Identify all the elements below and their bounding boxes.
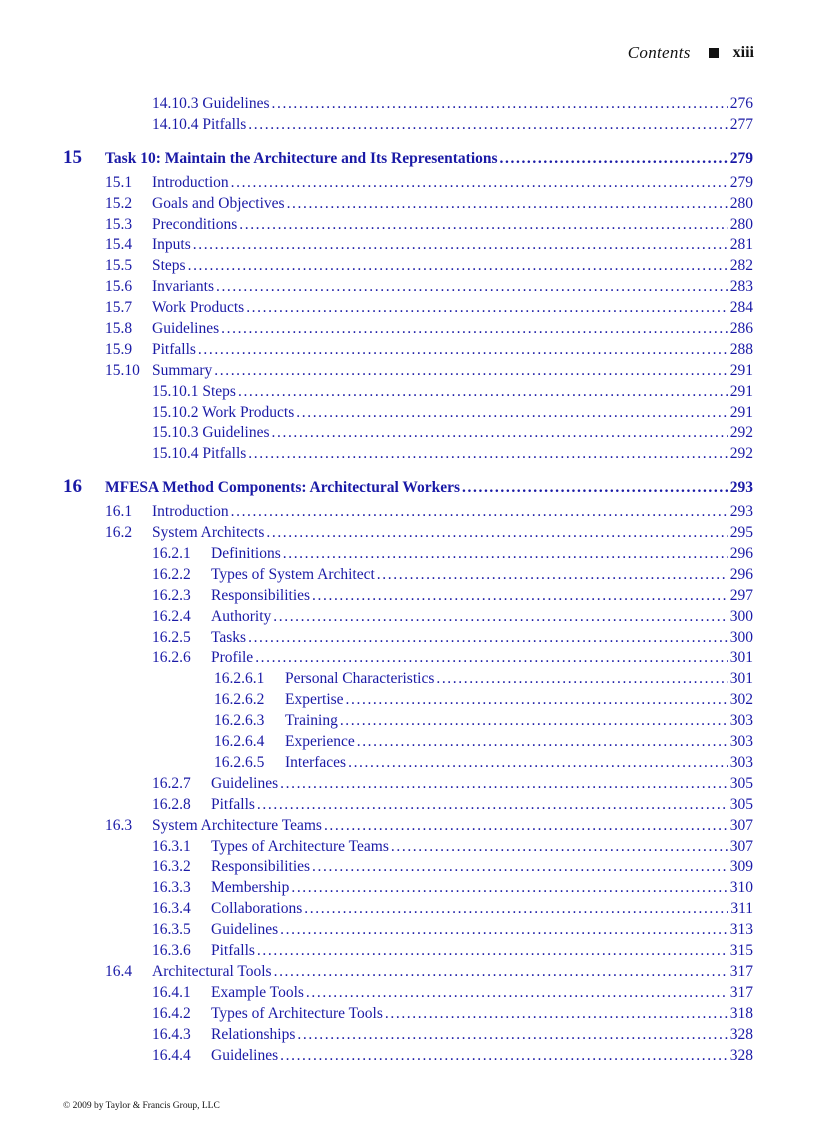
toc-entry-page: 305 [729, 796, 753, 813]
toc-entry[interactable] [0, 691, 816, 712]
toc-entry-page: 328 [729, 1026, 753, 1043]
toc-entry-title: Relationships [211, 1026, 296, 1043]
toc-entry-title-line [152, 817, 753, 835]
toc-entry-title-line [152, 963, 753, 981]
toc-entry[interactable] [0, 1005, 816, 1026]
square-bullet-icon [709, 48, 719, 58]
toc-entry[interactable] [0, 216, 816, 237]
toc-entry-title: Pitfalls [211, 942, 255, 959]
toc-entry[interactable] [0, 649, 816, 670]
toc-entry-number: 15.6 [105, 278, 133, 295]
toc-entry-title: Training [285, 712, 338, 729]
toc-entry-page: 328 [729, 1047, 753, 1064]
toc-entry-page: 281 [729, 236, 753, 253]
toc-entry-title-line [152, 445, 753, 463]
toc-entry-page: 293 [729, 479, 753, 496]
toc-chapter-entry[interactable] [0, 476, 816, 500]
toc-entry-title-line [152, 404, 753, 422]
dot-leader [296, 404, 727, 422]
toc-entry-title: Personal Characteristics [285, 670, 435, 687]
toc-entry-title-line [211, 1026, 753, 1044]
toc-entry-title: Responsibilities [211, 858, 311, 875]
toc-entry[interactable] [0, 116, 816, 137]
dot-leader [312, 858, 728, 876]
dot-leader [436, 670, 727, 688]
toc-entry-title-line [211, 587, 753, 605]
toc-entry-title-line [211, 942, 753, 960]
toc-entry-title-line [211, 545, 753, 563]
dot-leader [312, 587, 728, 605]
toc-entry-number: 16.3.6 [152, 942, 191, 959]
dot-leader [287, 195, 728, 213]
toc-entry-title-line [285, 754, 753, 772]
dot-leader [257, 942, 728, 960]
dot-leader [280, 1047, 728, 1065]
dot-leader [231, 503, 728, 521]
toc-entry-title-line [211, 921, 753, 939]
toc-entry[interactable] [0, 984, 816, 1005]
toc-entry[interactable] [0, 362, 816, 383]
toc-entry-number: 16.3.5 [152, 921, 191, 938]
toc-entry-page: 301 [729, 649, 753, 666]
toc-entry-page: 284 [729, 299, 753, 316]
toc-entry[interactable] [0, 608, 816, 629]
toc-entry-title: Types of Architecture Tools [211, 1005, 383, 1022]
toc-entry-number: 16.2.1 [152, 545, 191, 562]
toc-entry[interactable] [0, 587, 816, 608]
dot-leader [297, 1026, 727, 1044]
toc-entry-page: 296 [729, 545, 753, 562]
toc-entry-number: 16.3.1 [152, 838, 191, 855]
dot-leader [462, 479, 728, 497]
toc-entry-title: 14.10.4 Pitfalls [152, 116, 247, 133]
toc-entry-number: 16.4 [105, 963, 133, 980]
toc-entry[interactable] [0, 942, 816, 963]
toc-entry-page: 297 [729, 587, 753, 604]
toc-entry-number: 16.4.4 [152, 1047, 191, 1064]
toc-entry-number: 15.9 [105, 341, 133, 358]
toc-entry-title-line [211, 775, 753, 793]
toc-entry-title-line [285, 712, 753, 730]
toc-entry-title: Example Tools [211, 984, 304, 1001]
toc-entry-number: 16.2.6.2 [214, 691, 265, 708]
toc-entry[interactable] [0, 320, 816, 341]
toc-entry-title: Experience [285, 733, 355, 750]
toc-entry[interactable] [0, 629, 816, 650]
toc-entry-number: 16.2.6.5 [214, 754, 265, 771]
toc-entry[interactable] [0, 754, 816, 775]
dot-leader [239, 216, 728, 234]
toc-entry-page: 286 [729, 320, 753, 337]
dot-leader [266, 524, 727, 542]
dot-leader [221, 320, 728, 338]
toc-entry-page: 291 [729, 362, 753, 379]
dot-leader [283, 545, 728, 563]
dot-leader [340, 712, 728, 730]
toc-entry-page: 311 [730, 900, 753, 917]
toc-entry-title-line [152, 278, 753, 296]
toc-entry[interactable] [0, 712, 816, 733]
toc-entry-title-line [211, 879, 753, 897]
toc-entry-page: 310 [729, 879, 753, 896]
toc-entry-number: 16.2.6 [152, 649, 191, 666]
dot-leader [391, 838, 728, 856]
toc-entry[interactable] [0, 278, 816, 299]
toc-entry[interactable] [0, 566, 816, 587]
dot-leader [304, 900, 728, 918]
dot-leader [246, 299, 728, 317]
toc-entry-title-line [211, 796, 753, 814]
dot-leader [193, 236, 728, 254]
toc-entry[interactable] [0, 900, 816, 921]
dot-leader [291, 879, 727, 897]
toc-entry-title-line [152, 299, 753, 317]
toc-entry-title-line [152, 341, 753, 359]
toc-entry-title: System Architecture Teams [152, 817, 322, 834]
toc-entry[interactable] [0, 445, 816, 466]
dot-leader [257, 796, 728, 814]
toc-entry-page: 307 [729, 838, 753, 855]
toc-entry-page: 301 [729, 670, 753, 687]
dot-leader [188, 257, 728, 275]
dot-leader [255, 649, 728, 667]
toc-entry-title: 14.10.3 Guidelines [152, 95, 270, 112]
toc-entry-title: 15.10.1 Steps [152, 383, 236, 400]
toc-entry-page: 303 [729, 754, 753, 771]
toc-entry[interactable] [0, 733, 816, 754]
toc-entry-title: Pitfalls [152, 341, 196, 358]
toc-entry-title-line [152, 503, 753, 521]
toc-entry-title: Goals and Objectives [152, 195, 285, 212]
toc-entry-title-line [211, 858, 753, 876]
toc-entry-title: Guidelines [211, 775, 279, 792]
toc-entry-number: 16.2.2 [152, 566, 191, 583]
toc-entry-page: 318 [729, 1005, 753, 1022]
toc-entry-number: 16.2.5 [152, 629, 191, 646]
toc-entry-title: Pitfalls [211, 796, 255, 813]
toc-entry-title-line [152, 116, 753, 134]
toc-entry-number: 16.2.6.1 [214, 670, 265, 687]
dot-leader [306, 984, 728, 1002]
dot-leader [272, 95, 728, 113]
toc-entry-page: 283 [729, 278, 753, 295]
dot-leader [248, 629, 728, 647]
toc-entry[interactable] [0, 424, 816, 445]
toc-entry-number: 16.2.8 [152, 796, 191, 813]
toc-entry-title-line [152, 362, 753, 380]
toc-entry-title: Guidelines [211, 1047, 279, 1064]
toc-entry-number: 16.4.1 [152, 984, 191, 1001]
toc-entry-number: 15.3 [105, 216, 133, 233]
toc-entry-page: 303 [729, 733, 753, 750]
dot-leader [274, 963, 728, 981]
toc-entry-title-line [152, 524, 753, 542]
copyright-footer: © 2009 by Taylor & Francis Group, LLC [63, 1101, 220, 1111]
dot-leader [324, 817, 728, 835]
toc-entry-number: 15.5 [105, 257, 133, 274]
toc-entry[interactable] [0, 963, 816, 984]
toc-entry-number: 15.7 [105, 299, 133, 316]
toc-entry-page: 280 [729, 216, 753, 233]
toc-entry-page: 302 [729, 691, 753, 708]
toc-entry-number: 16 [63, 476, 82, 497]
toc-entry-number: 16.3.2 [152, 858, 191, 875]
dot-leader [238, 383, 728, 401]
dot-leader [231, 174, 728, 192]
dot-leader [273, 608, 727, 626]
toc-entry-title: Architectural Tools [152, 963, 272, 980]
toc-entry-page: 307 [729, 817, 753, 834]
toc-entry-title-line [152, 195, 753, 213]
toc-entry-title-line [211, 1005, 753, 1023]
toc-entry[interactable] [0, 858, 816, 879]
toc-entry[interactable] [0, 1047, 816, 1068]
toc-entry[interactable] [0, 1026, 816, 1047]
toc-entry-page: 291 [729, 383, 753, 400]
toc-entry-title-line [152, 174, 753, 192]
toc-entry[interactable] [0, 195, 816, 216]
toc-entry[interactable] [0, 524, 816, 545]
toc-entry-number: 15.10 [105, 362, 140, 379]
toc-entry[interactable] [0, 838, 816, 859]
toc-entry-title-line [152, 236, 753, 254]
toc-entry-page: 309 [729, 858, 753, 875]
toc-entry-title: Guidelines [152, 320, 220, 337]
toc-entry-title-line [152, 216, 753, 234]
toc-entry-title-line [211, 566, 753, 584]
toc-entry-title: 15.10.2 Work Products [152, 404, 295, 421]
toc-entry-title-line [285, 670, 753, 688]
toc-entry[interactable] [0, 95, 816, 116]
toc-entry[interactable] [0, 545, 816, 566]
toc-entry-page: 300 [729, 608, 753, 625]
toc-entry-page: 279 [729, 150, 753, 167]
page-number: xiii [732, 44, 754, 61]
toc-entry-number: 16.2.6.3 [214, 712, 265, 729]
toc-entry-title: Guidelines [211, 921, 279, 938]
toc-entry-title: Types of Architecture Teams [211, 838, 389, 855]
toc-entry-title: Inputs [152, 236, 191, 253]
toc-entry-number: 16.3.3 [152, 879, 191, 896]
toc-entry[interactable] [0, 503, 816, 524]
dot-leader [346, 691, 728, 709]
toc-entry-title: Tasks [211, 629, 247, 646]
toc-entry-number: 16.2.4 [152, 608, 191, 625]
toc-entry-page: 292 [729, 445, 753, 462]
toc-entry-page: 315 [729, 942, 753, 959]
toc-entry-page: 296 [729, 566, 753, 583]
toc-entry-page: 303 [729, 712, 753, 729]
dot-leader [272, 424, 728, 442]
dot-leader [500, 150, 728, 168]
toc-entry-page: 276 [729, 95, 753, 112]
toc-entry-number: 16.3.4 [152, 900, 191, 917]
toc-entry-title-line [211, 649, 753, 667]
toc-entry-title: Summary [152, 362, 213, 379]
toc-entry-title-line [211, 629, 753, 647]
toc-entry-title: Responsibilities [211, 587, 311, 604]
dot-leader [198, 341, 728, 359]
toc-entry-title-line [152, 320, 753, 338]
toc-entry-title: Introduction [152, 174, 229, 191]
toc-entry-title: Work Products [152, 299, 245, 316]
toc-entry-title: Task 10: Maintain the Architecture and Its Representations [105, 150, 498, 167]
dot-leader [280, 921, 728, 939]
toc-entry-title-line [211, 608, 753, 626]
toc-entry-number: 16.2.7 [152, 775, 191, 792]
toc-entry-title: Definitions [211, 545, 281, 562]
toc-entry[interactable] [0, 236, 816, 257]
toc-entry-number: 15 [63, 147, 82, 168]
toc-entry-number: 16.2.6.4 [214, 733, 265, 750]
toc-entry-number: 15.4 [105, 236, 133, 253]
toc-entry[interactable] [0, 257, 816, 278]
dot-leader [348, 754, 728, 772]
toc-entry[interactable] [0, 383, 816, 404]
toc-entry-number: 16.4.2 [152, 1005, 191, 1022]
toc-entry-number: 15.2 [105, 195, 133, 212]
toc-entry[interactable] [0, 879, 816, 900]
toc-entry-page: 288 [729, 341, 753, 358]
toc-entry[interactable] [0, 670, 816, 691]
toc-entry-page: 280 [729, 195, 753, 212]
running-header [628, 41, 754, 65]
toc-entry-title: Introduction [152, 503, 229, 520]
toc-entry-title: Authority [211, 608, 272, 625]
toc-entry-title-line [285, 733, 753, 751]
toc-entry-page: 291 [729, 404, 753, 421]
toc-entry-number: 16.1 [105, 503, 133, 520]
toc-entry-number: 16.3 [105, 817, 133, 834]
toc-entry-title-line [152, 383, 753, 401]
toc-entry-title: Interfaces [285, 754, 347, 771]
toc-entry-title: Collaborations [211, 900, 303, 917]
toc-entry-title-line [152, 257, 753, 275]
toc-entry-title: Steps [152, 257, 186, 274]
toc-entry-title: Expertise [285, 691, 344, 708]
toc-entry[interactable] [0, 921, 816, 942]
dot-leader [248, 445, 727, 463]
toc-entry-title: Preconditions [152, 216, 238, 233]
toc-entry-page: 295 [729, 524, 753, 541]
toc-entry-page: 279 [729, 174, 753, 191]
running-header-section: Contents [627, 43, 691, 62]
toc-entry[interactable] [0, 174, 816, 195]
toc-entry-title-line [152, 424, 753, 442]
toc-entry-title: 15.10.3 Guidelines [152, 424, 270, 441]
toc-entry-number: 16.2 [105, 524, 133, 541]
toc-entry-page: 300 [729, 629, 753, 646]
dot-leader [214, 362, 727, 380]
toc-entry-title-line [211, 900, 753, 918]
toc-entry[interactable] [0, 817, 816, 838]
dot-leader [248, 116, 727, 134]
toc-entry-title-line [285, 691, 753, 709]
dot-leader [385, 1005, 728, 1023]
toc-entry-title-line [211, 984, 753, 1002]
toc-chapter-entry[interactable] [0, 147, 816, 171]
toc-entry-title: Profile [211, 649, 254, 666]
toc-entry[interactable] [0, 796, 816, 817]
toc-entry[interactable] [0, 341, 816, 362]
toc-entry-title: Membership [211, 879, 290, 896]
toc-entry-page: 282 [729, 257, 753, 274]
toc-entry-title-line [211, 838, 753, 856]
toc-entry-number: 16.2.3 [152, 587, 191, 604]
toc-entry-page: 317 [729, 963, 753, 980]
toc-entry-title-line [211, 1047, 753, 1065]
toc-entry-number: 15.8 [105, 320, 133, 337]
toc-entry-title-line [152, 95, 753, 113]
dot-leader [216, 278, 728, 296]
toc-entry-page: 293 [729, 503, 753, 520]
toc-entry-title-line [105, 150, 753, 168]
dot-leader [280, 775, 728, 793]
toc-entry[interactable] [0, 404, 816, 425]
toc-entry-title: System Architects [152, 524, 265, 541]
toc-entry[interactable] [0, 775, 816, 796]
toc-entry-page: 313 [729, 921, 753, 938]
toc-entry-title: Types of System Architect [211, 566, 375, 583]
dot-leader [377, 566, 728, 584]
toc-entry-title: Invariants [152, 278, 214, 295]
dot-leader [357, 733, 728, 751]
toc-entry[interactable] [0, 299, 816, 320]
toc-entry-title: MFESA Method Components: Architectural Workers [105, 479, 461, 496]
toc-entry-number: 15.1 [105, 174, 133, 191]
toc-entry-title: 15.10.4 Pitfalls [152, 445, 247, 462]
toc-entry-title-line [105, 479, 753, 497]
toc-entry-page: 317 [729, 984, 753, 1001]
toc-entry-page: 305 [729, 775, 753, 792]
toc-entry-page: 292 [729, 424, 753, 441]
toc-entry-page: 277 [729, 116, 753, 133]
toc-entry-number: 16.4.3 [152, 1026, 191, 1043]
